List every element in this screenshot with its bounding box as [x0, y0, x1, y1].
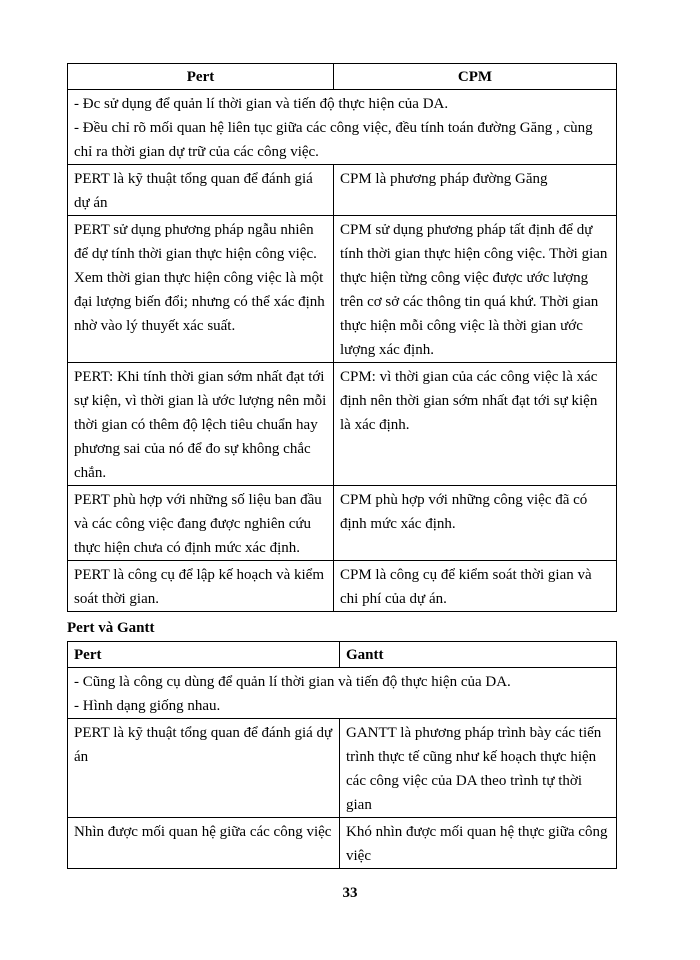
pert-cell: PERT là kỹ thuật tổng quan để đánh giá dự án	[68, 165, 334, 216]
table-row	[68, 719, 617, 818]
table-row	[68, 818, 617, 869]
cpm-cell: CPM là phương pháp đường Găng	[334, 165, 617, 216]
pert-cell: PERT: Khi tính thời gian sớm nhất đạt tới sự kiện, vì thời gian là ước lượng nên mỗi thời gian có thêm độ lệch tiêu chuẩn hay phương sai của nó để đo sự không chắc chắn.	[68, 363, 334, 486]
common-row	[68, 668, 617, 719]
gantt-cell: Khó nhìn được mối quan hệ thực giữa công việc	[340, 818, 617, 869]
pert-cell: PERT phù hợp với những số liệu ban đầu và các công việc đang được nghiên cứu thực hiện chưa có định mức xác định.	[68, 486, 334, 561]
pert-vs-cpm-table	[67, 63, 617, 612]
gantt-cell: GANTT là phương pháp trình bày các tiến trình thực tế cũng như kế hoạch thực hiện các công việc của DA theo trình tự thời gian	[340, 719, 617, 818]
common-line: - Đều chỉ rõ mối quan hệ liên tục giữa các công việc, đều tính toán đường Găng , cùng chỉ ra thời gian dự trữ của các công việc.	[74, 120, 593, 160]
common-line: - Cũng là công cụ dùng để quản lí thời gian và tiến độ thực hiện của DA.	[74, 674, 511, 690]
cpm-cell: CPM phù hợp với những công việc đã có định mức xác định.	[334, 486, 617, 561]
table-row	[68, 165, 617, 216]
pert-cell: PERT sử dụng phương pháp ngẫu nhiên để dự tính thời gian thực hiện công việc. Xem thời gian thực hiện công việc là một đại lượng biến đổi; nhưng có thể xác định nhờ vào lý thuyết xác suất.	[68, 216, 334, 363]
pert-vs-gantt-table	[67, 641, 617, 869]
common-row	[68, 90, 617, 165]
header-pert: Pert	[68, 64, 334, 90]
table-header-row	[68, 64, 617, 90]
header-gantt: Gantt	[340, 642, 617, 668]
common-cell	[68, 90, 617, 165]
cpm-cell: CPM: vì thời gian của các công việc là xác định nên thời gian sớm nhất đạt tới sự kiện là xác định.	[334, 363, 617, 486]
pert-cell: PERT là kỹ thuật tổng quan để đánh giá dự án	[68, 719, 340, 818]
common-line: - Hình dạng giống nhau.	[74, 698, 221, 714]
cpm-cell: CPM sử dụng phương pháp tất định để dự tính thời gian thực hiện công việc. Thời gian thực hiện từng công việc được ước lượng trên cơ sở các thông tin quá khứ. Thời gian thực hiện mỗi công việc là thời gian ước lượng xác định.	[334, 216, 617, 363]
header-pert: Pert	[68, 642, 340, 668]
cpm-cell: CPM là công cụ để kiểm soát thời gian và chi phí của dự án.	[334, 561, 617, 612]
table-header-row	[68, 642, 617, 668]
header-cpm: CPM	[334, 64, 617, 90]
section-title: Pert và Gantt	[67, 620, 155, 636]
pert-cell: PERT là công cụ để lập kế hoạch và kiểm soát thời gian.	[68, 561, 334, 612]
common-cell	[68, 668, 617, 719]
table-row	[68, 216, 617, 363]
table-row	[68, 363, 617, 486]
pert-cell: Nhìn được mối quan hệ giữa các công việc	[68, 818, 340, 869]
page-number: 33	[342, 885, 358, 901]
table-row	[68, 486, 617, 561]
table-row	[68, 561, 617, 612]
common-line: - Đc sử dụng để quản lí thời gian và tiến độ thực hiện của DA.	[74, 96, 449, 112]
